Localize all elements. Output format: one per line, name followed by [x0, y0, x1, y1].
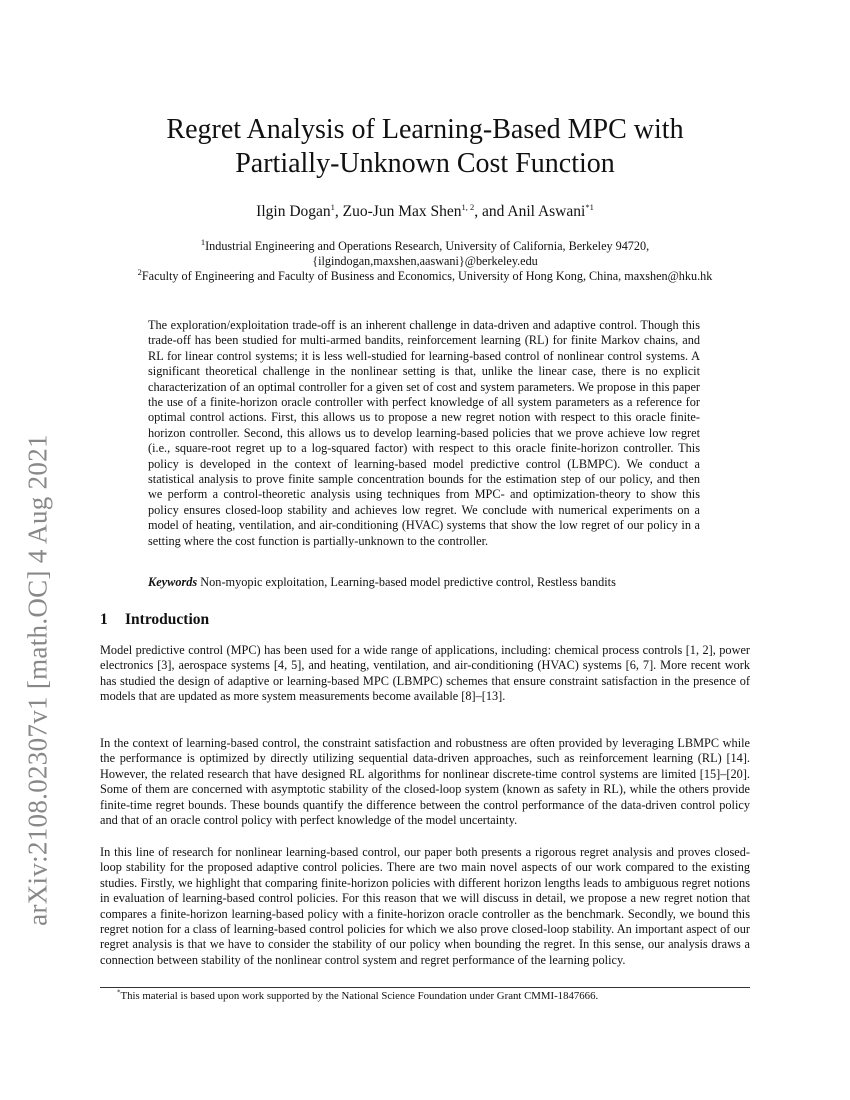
affiliation-1 [100, 236, 750, 254]
author-2: Zuo-Jun Max Shen [342, 203, 462, 220]
affiliation-2-text: Faculty of Engineering and Faculty of Business and Economics, University of Hong Kong, China, maxshen@hku.hk [141, 269, 713, 283]
footnote-divider [100, 987, 750, 988]
author-1: Ilgin Dogan [256, 203, 331, 220]
affiliation-2 [100, 266, 750, 284]
section-number: 1 [100, 611, 108, 628]
keywords-label: Keywords [148, 575, 198, 589]
intro-paragraph-3: In this line of research for nonlinear learning-based control, our paper both presents a rigorous regret analysis and proves closed-loop stability for the proposed adaptive control policies. There are two main novel aspects of our work compared to the existing studies. Firstly, we highlight that comparing finite-horizon policies with different horizon lengths leads to ambiguous regret notions in evaluation of learning-based control policies. For this reason that we will discuss in detail, we propose a new regret notion that compares a finite-horizon learning-based policy with a finite-horizon oracle controller as the benchmark. Secondly, we bound this regret notion for a class of learning-based control policies for which we also prove closed-loop stability. An important aspect of our regret analysis is that we have to consider the stability of our policy when bounding the regret. In this sense, our analysis draws a connection between stability of the nonlinear control system and regret performance of the learning policy. [100, 845, 750, 967]
section-heading-introduction [100, 611, 209, 629]
keywords [148, 575, 700, 590]
arxiv-identifier: arXiv:2108.02307v1 [math.OC] 4 Aug 2021 [22, 434, 53, 926]
author-3: and Anil Aswani [481, 203, 586, 220]
affiliations [100, 236, 750, 284]
title-line-1: Regret Analysis of Learning-Based MPC with [166, 114, 684, 145]
affiliation-2-mark: 2 [137, 266, 142, 277]
footnote-mark: * [117, 988, 121, 997]
affiliation-1-text: Industrial Engineering and Operations Research, University of California, Berkeley 94720, [205, 239, 650, 253]
affiliation-1-mark: 1 [200, 236, 206, 247]
abstract: The exploration/exploitation trade-off is an inherent challenge in data-driven and adaptive control. Though this trade-off has been studied for multi-armed bandits, reinforcement learning (RL) for finite Markov chains, and RL for linear control systems; it is less well-studied for learning-based control of nonlinear control systems. A significant theoretical challenge in the nonlinear setting is that, unlike the linear case, there is no explicit characterization of an optimal controller for a given set of cost and system parameters. We propose in this paper the use of a finite-horizon oracle controller with perfect knowledge of all system parameters as a reference for optimal control actions. First, this allows us to propose a new regret notion with respect to this oracle finite-horizon controller. Second, this allows us to develop learning-based policies that we prove achieve low regret (i.e., square-root regret up to a log-squared factor) with respect to this oracle finite-horizon controller. This policy is developed in the context of learning-based model predictive control (LBMPC). We conduct a statistical analysis to prove finite sample concentration bounds for the estimation step of our policy, and then we perform a control-theoretic analysis using techniques from MPC- and optimization-theory to show this policy ensures closed-loop stability and achieves low regret. We conclude with numerical experiments on a model of heating, ventilation, and air-conditioning (HVAC) systems that show the low regret of our policy in a setting where the cost function is partially-unknown to the controller. [148, 318, 700, 548]
author-list: Ilgin Dogan$^1$, Zuo-Jun Max Shen$^{1, 2}$, and Anil Aswani$^{*1}$ [256, 201, 594, 220]
keywords-text: Non-myopic exploitation, Learning-based model predictive control, Restless bandits [200, 575, 616, 589]
intro-paragraph-2: In the context of learning-based control, the constraint satisfaction and robustness are often provided by leveraging LBMPC while the performance is optimized by directly utilizing sequential data-driven approaches, such as reinforcement learning (RL) [14]. However, the related research that have designed RL algorithms for nonlinear discrete-time control systems are limited [15]–[20]. Some of them are concerned with asymptotic stability of the closed-loop system (known as safety in RL), while the others provide finite-time regret bounds. These bounds quantify the difference between the control performance of the data-driven control policy and that of an oracle control policy with perfect knowledge of the model uncertainty. [100, 736, 750, 828]
author-2-affil-mark: 1, 2 [461, 201, 475, 212]
footnote [117, 990, 598, 1002]
author-3-affil-mark: *1 [585, 201, 594, 212]
section-title: Introduction [125, 611, 210, 628]
affiliation-1-email: {ilgindogan,maxshen,aaswani}@berkeley.edu [312, 254, 538, 268]
intro-paragraph-1: Model predictive control (MPC) has been used for a wide range of applications, including: chemical process controls [1, 2], power electronics [3], aerospace systems [4, 5], and heating, ventilation, and air-conditioning (HVAC) systems [6, 7]. More recent work has studied the design of adaptive or learning-based MPC (LBMPC) schemes that ensure constraint satisfaction in the presence of models that are updated as more system measurements become available [8]–[13]. [100, 643, 750, 704]
paper-title [100, 113, 750, 181]
footnote-text: This material is based upon work supported by the National Science Foundation under Grant CMMI-1847666. [120, 990, 599, 1002]
title-line-2: Partially-Unknown Cost Function [235, 148, 615, 179]
author-1-affil-mark: 1 [330, 201, 335, 212]
